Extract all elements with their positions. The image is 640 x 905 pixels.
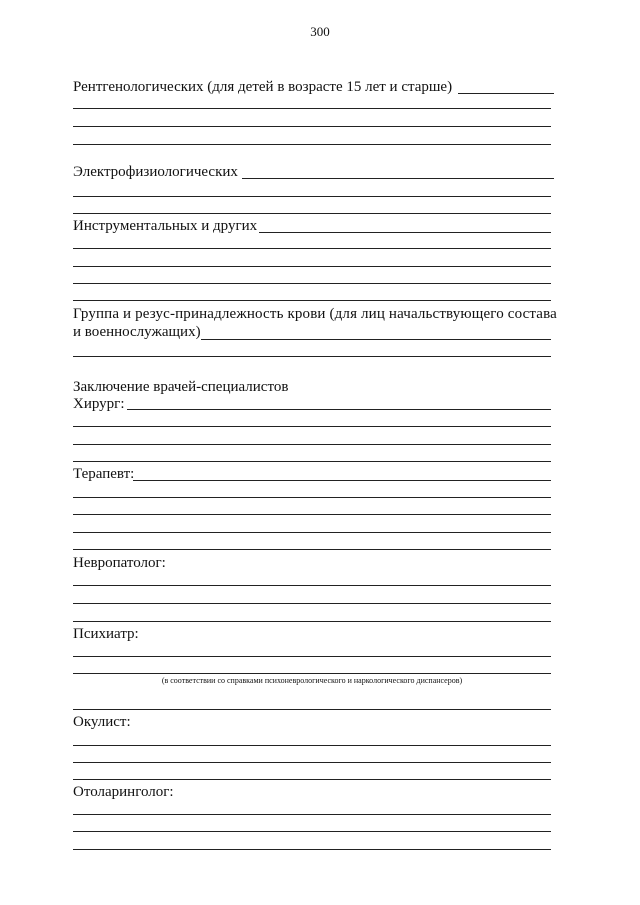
- neurologist-label: Невропатолог:: [73, 555, 166, 571]
- surgeon-label: Хирург:: [73, 396, 125, 412]
- electro-label: Электрофизиологических: [73, 164, 238, 180]
- therapist-label: Терапевт:: [73, 466, 135, 482]
- neurologist-line-3[interactable]: [73, 621, 551, 622]
- surgeon-line-2[interactable]: [73, 444, 551, 445]
- therapist-line-2[interactable]: [73, 514, 551, 515]
- xray-line-1[interactable]: [73, 108, 551, 109]
- therapist-field[interactable]: [133, 480, 551, 481]
- conclusion-heading: Заключение врачей-специалистов: [73, 379, 289, 395]
- blood-type-label-line1: Группа и резус-принадлежность крови (для лиц начальствующего состава: [73, 306, 557, 322]
- psychiatrist-line-3[interactable]: [73, 709, 551, 710]
- therapist-line-1[interactable]: [73, 497, 551, 498]
- psychiatrist-line-2[interactable]: [73, 673, 551, 674]
- page-number: 300: [310, 24, 330, 39]
- instrumental-line-2[interactable]: [73, 266, 551, 267]
- therapist-line-4[interactable]: [73, 549, 551, 550]
- instrumental-line-4[interactable]: [73, 300, 551, 301]
- xray-line-3[interactable]: [73, 144, 551, 145]
- ophthalmologist-line-1[interactable]: [73, 745, 551, 746]
- ophthalmologist-line-2[interactable]: [73, 762, 551, 763]
- surgeon-field[interactable]: [127, 409, 551, 410]
- neurologist-line-2[interactable]: [73, 603, 551, 604]
- psychiatrist-note: (в соответствии со справками психоневрологического и наркологического диспансеров): [161, 676, 463, 685]
- blood-type-field[interactable]: [201, 339, 551, 340]
- otolaryngologist-line-2[interactable]: [73, 831, 551, 832]
- electro-line-2[interactable]: [73, 213, 551, 214]
- blood-type-line-1[interactable]: [73, 356, 551, 357]
- xray-field[interactable]: [458, 93, 554, 94]
- instrumental-label: Инструментальных и других: [73, 218, 258, 234]
- xray-line-2[interactable]: [73, 126, 551, 127]
- electro-line-1[interactable]: [73, 196, 551, 197]
- ophthalmologist-line-3[interactable]: [73, 779, 551, 780]
- ophthalmologist-label: Окулист:: [73, 714, 131, 730]
- psychiatrist-label: Психиатр:: [73, 626, 139, 642]
- surgeon-line-3[interactable]: [73, 461, 551, 462]
- psychiatrist-line-1[interactable]: [73, 656, 551, 657]
- xray-label: Рентгенологических (для детей в возрасте 15 лет и старше): [73, 79, 453, 95]
- otolaryngologist-label: Отоларинголог:: [73, 784, 174, 800]
- therapist-line-3[interactable]: [73, 532, 551, 533]
- electro-field[interactable]: [242, 178, 554, 179]
- instrumental-field[interactable]: [259, 232, 551, 233]
- blood-type-label-line2: и военнослужащих): [73, 324, 201, 340]
- surgeon-line-1[interactable]: [73, 426, 551, 427]
- otolaryngologist-line-3[interactable]: [73, 849, 551, 850]
- otolaryngologist-line-1[interactable]: [73, 814, 551, 815]
- instrumental-line-1[interactable]: [73, 248, 551, 249]
- instrumental-line-3[interactable]: [73, 283, 551, 284]
- neurologist-line-1[interactable]: [73, 585, 551, 586]
